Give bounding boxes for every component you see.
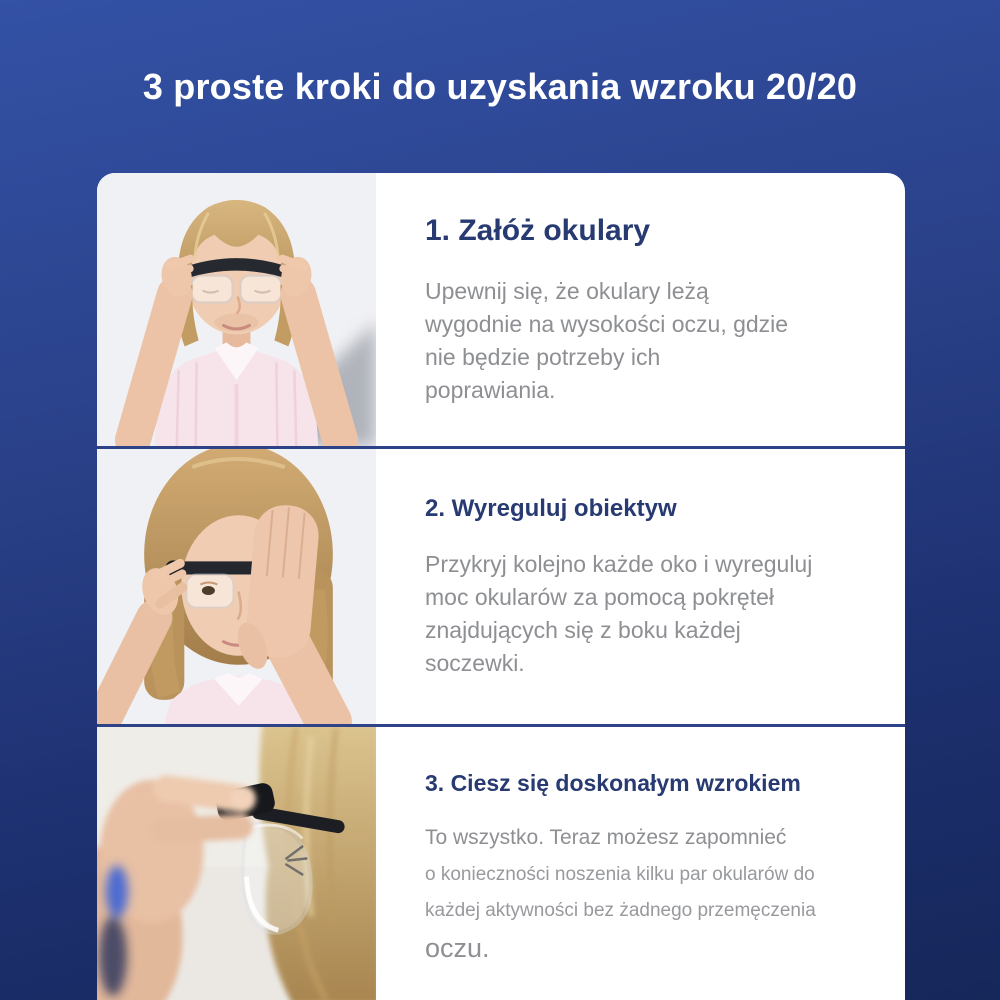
step-2-heading: 2. Wyreguluj obiektyw bbox=[425, 495, 677, 522]
photo-woman-putting-on-glasses bbox=[97, 173, 376, 446]
step-1-photo bbox=[97, 173, 376, 446]
step-3-photo bbox=[97, 727, 376, 1000]
step-3-content bbox=[376, 727, 905, 1000]
photo-woman-covering-eye bbox=[97, 449, 376, 724]
clear-lens bbox=[243, 824, 311, 932]
step-2-content bbox=[376, 449, 905, 724]
body-line: soczewki. bbox=[425, 650, 525, 677]
step-1-heading: 1. Załóż okulary bbox=[425, 214, 651, 247]
body-line: Upewnij się, że okulary leżą bbox=[425, 278, 709, 305]
page-title: 3 proste kroki do uzyskania wzroku 20/20 bbox=[142, 66, 858, 107]
body-line: znajdujących się z boku każdej bbox=[425, 617, 741, 644]
step-3 bbox=[97, 727, 905, 1000]
steps-card bbox=[97, 173, 905, 1000]
body-line: To wszystko. Teraz możesz zapomnieć bbox=[425, 826, 787, 850]
step-1-content bbox=[376, 173, 905, 446]
step-3-body bbox=[425, 823, 889, 964]
body-line: wygodnie na wysokości oczu, gdzie bbox=[425, 311, 789, 338]
body-line: o konieczności noszenia kilku par okularów do bbox=[425, 864, 815, 886]
step-2-photo bbox=[97, 449, 376, 724]
step-1 bbox=[97, 173, 905, 446]
body-line: każdej aktywności bez żadnego przemęczenia bbox=[425, 900, 816, 922]
step-1-body bbox=[425, 275, 889, 407]
body-line: poprawiania. bbox=[425, 377, 556, 404]
step-2-body bbox=[425, 548, 889, 680]
photo-closeup-lens-adjust bbox=[97, 727, 376, 1000]
body-line: oczu. bbox=[425, 933, 490, 964]
body-line: nie będzie potrzeby ich bbox=[425, 344, 661, 371]
body-line: Przykryj kolejno każde oko i wyreguluj bbox=[425, 551, 813, 578]
step-3-heading: 3. Ciesz się doskonałym wzrokiem bbox=[425, 769, 801, 796]
body-line: moc okularów za pomocą pokręteł bbox=[425, 584, 774, 611]
step-2 bbox=[97, 449, 905, 724]
